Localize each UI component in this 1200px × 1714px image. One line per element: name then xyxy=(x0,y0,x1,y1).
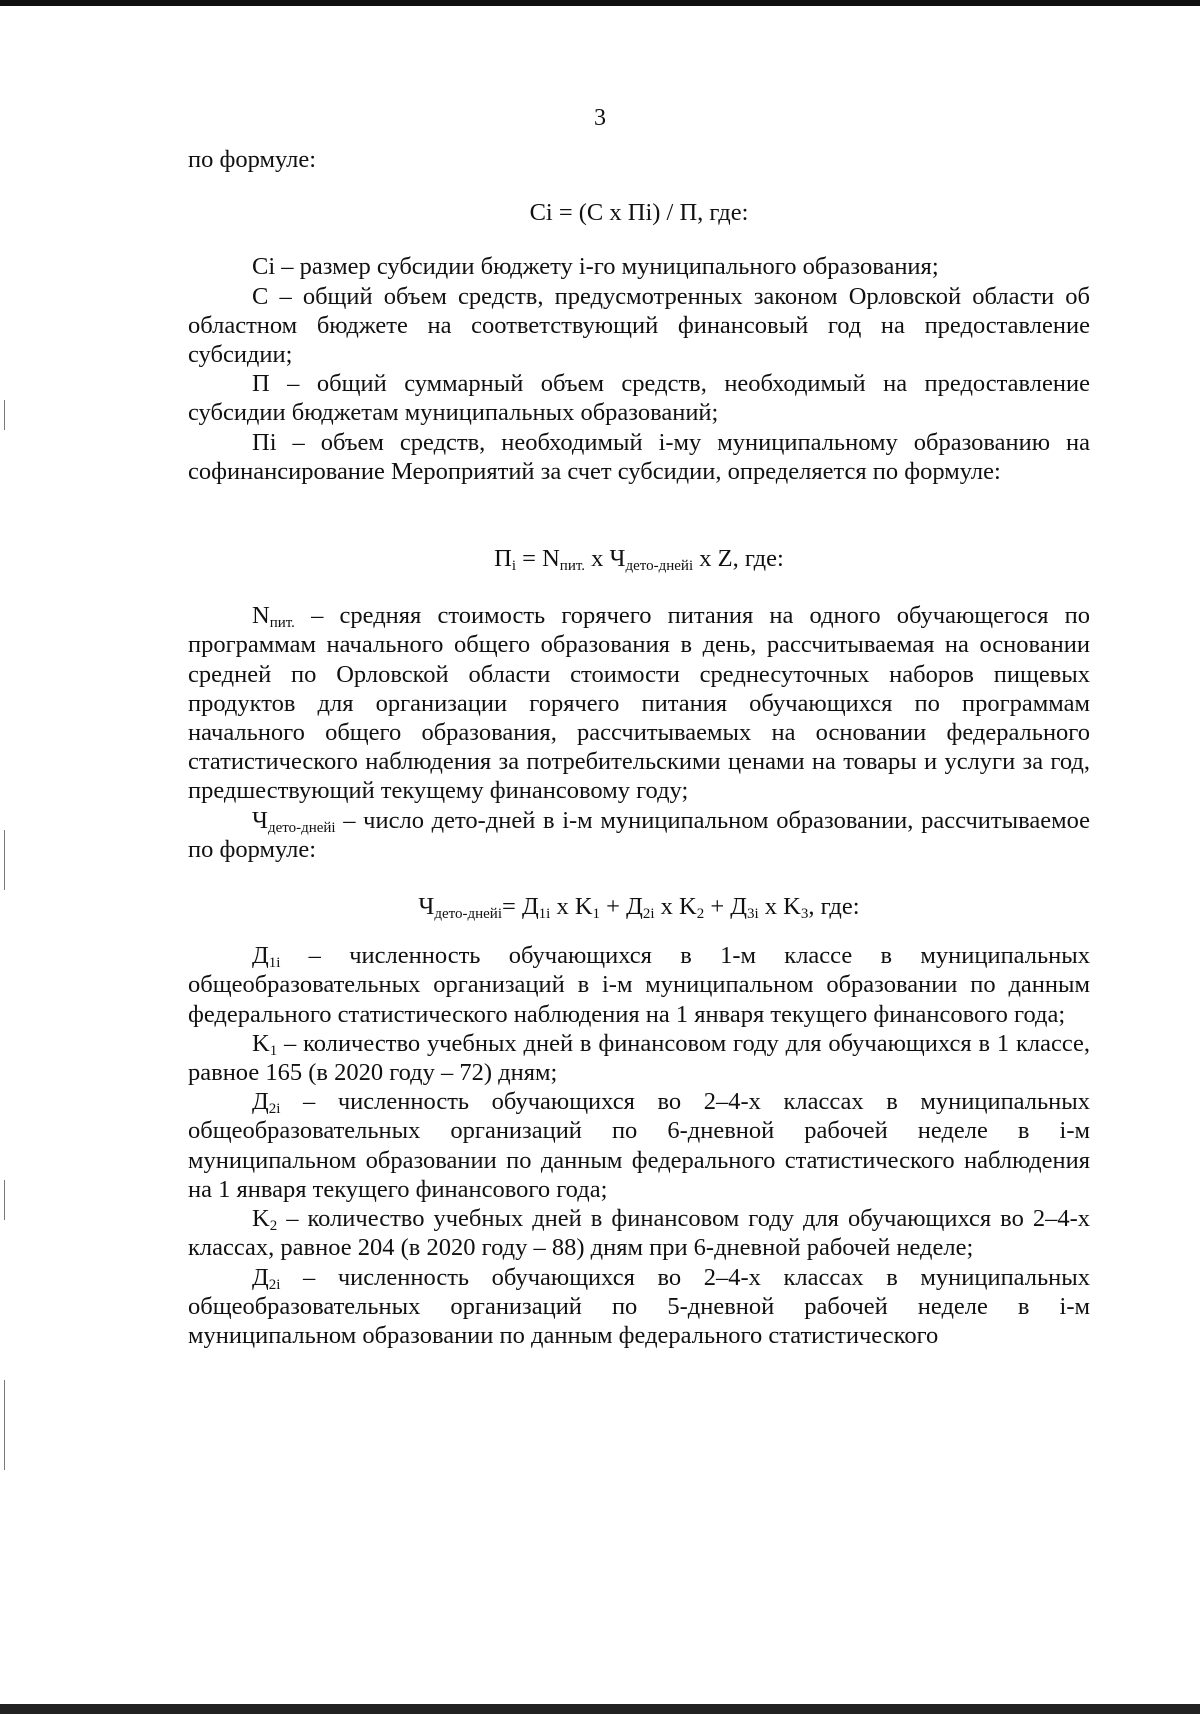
formula-ci: Ci = (C x Пi) / П, где: xyxy=(529,199,749,227)
definition-d1: $Д_{1i}$ – численность обучающихся в 1-м классе в муниципальных общеобразовательных организаций в i-м муниципальном образовании по данным федерального статистического наблюдения на 1 января текущего финансового года; xyxy=(188,942,1090,1028)
definition-p: П – общий суммарный объем средств, необходимый на предоставление субсидии бюджетам муниципальных образований; xyxy=(188,370,1090,427)
formula-ch: $Ч_{дето-днейi}= Д_{1i}$ x $K_1 + Д_{2i}$ x $K_2 + Д_{3i}$ x $K_3$, где: xyxy=(418,893,860,923)
definition-k1: $K_1$ – количество учебных дней в финансовом году для обучающихся в 1 классе, равное 165 (в 2020 году – 72) дням; xyxy=(188,1029,1090,1087)
definition-pi: Пi – объем средств, необходимый i-му муниципальному образованию на софинансирование Мероприятий за счет субсидии, определяется по формуле: xyxy=(188,428,1090,485)
definition-k2: $K_2$ – количество учебных дней в финансовом году для обучающихся во 2–4-х классах, равное 204 (в 2020 году – 88) дням при 6-дневной рабочей неделе; xyxy=(188,1205,1090,1262)
document-body xyxy=(188,145,1090,1350)
definition-c: С – общий объем средств, предусмотренных законом Орловской области об областном бюджете на соответствующий финансовый год на предоставление субсидии; xyxy=(188,282,1090,369)
page-number: 3 xyxy=(594,105,606,131)
definition-npit: $N_{пит.}$ – средняя стоимость горячего питания на одного обучающегося по программам начального общего образования в день, рассчитываемая на основании средней по Орловской области стоимости среднесуточных наборов пищевых продуктов для организации горячего питания обучающихся по программам начального общего образования, рассчитываемых на основании федерального статистического наблюдения за потребительскими ценами на товары и услуги за год, предшествующий текущему финансовому году; xyxy=(188,602,1090,805)
lead-text: по формуле: xyxy=(188,146,317,173)
definition-d2-5day: $Д_{2i}$ – численность обучающихся во 2–4-х классах в муниципальных общеобразовательных организаций по 5-дневной рабочей неделе в i-м муниципальном образовании по данным федерального статистического xyxy=(188,1263,1090,1349)
definition-d2-6day: $Д_{2i}$ – численность обучающихся во 2–4-х классах в муниципальных общеобразовательных организаций по 6-дневной рабочей неделе в i-м муниципальном образовании по данным федерального статистического наблюдения на 1 января текущего финансового года; xyxy=(188,1088,1090,1203)
definition-ch: $Ч_{дето-днейi}$ – число дето-дней в i-м муниципальном образовании, рассчитываемое по формуле: xyxy=(188,806,1090,863)
bottom-scan-edge xyxy=(0,1704,1200,1714)
definition-ci: Ci – размер субсидии бюджету i-го муниципального образования; xyxy=(252,253,939,281)
formula-pi: $П_i = N_{пит.}$ x $Ч_{дето-днейi}$ x Z, где: xyxy=(494,545,784,575)
